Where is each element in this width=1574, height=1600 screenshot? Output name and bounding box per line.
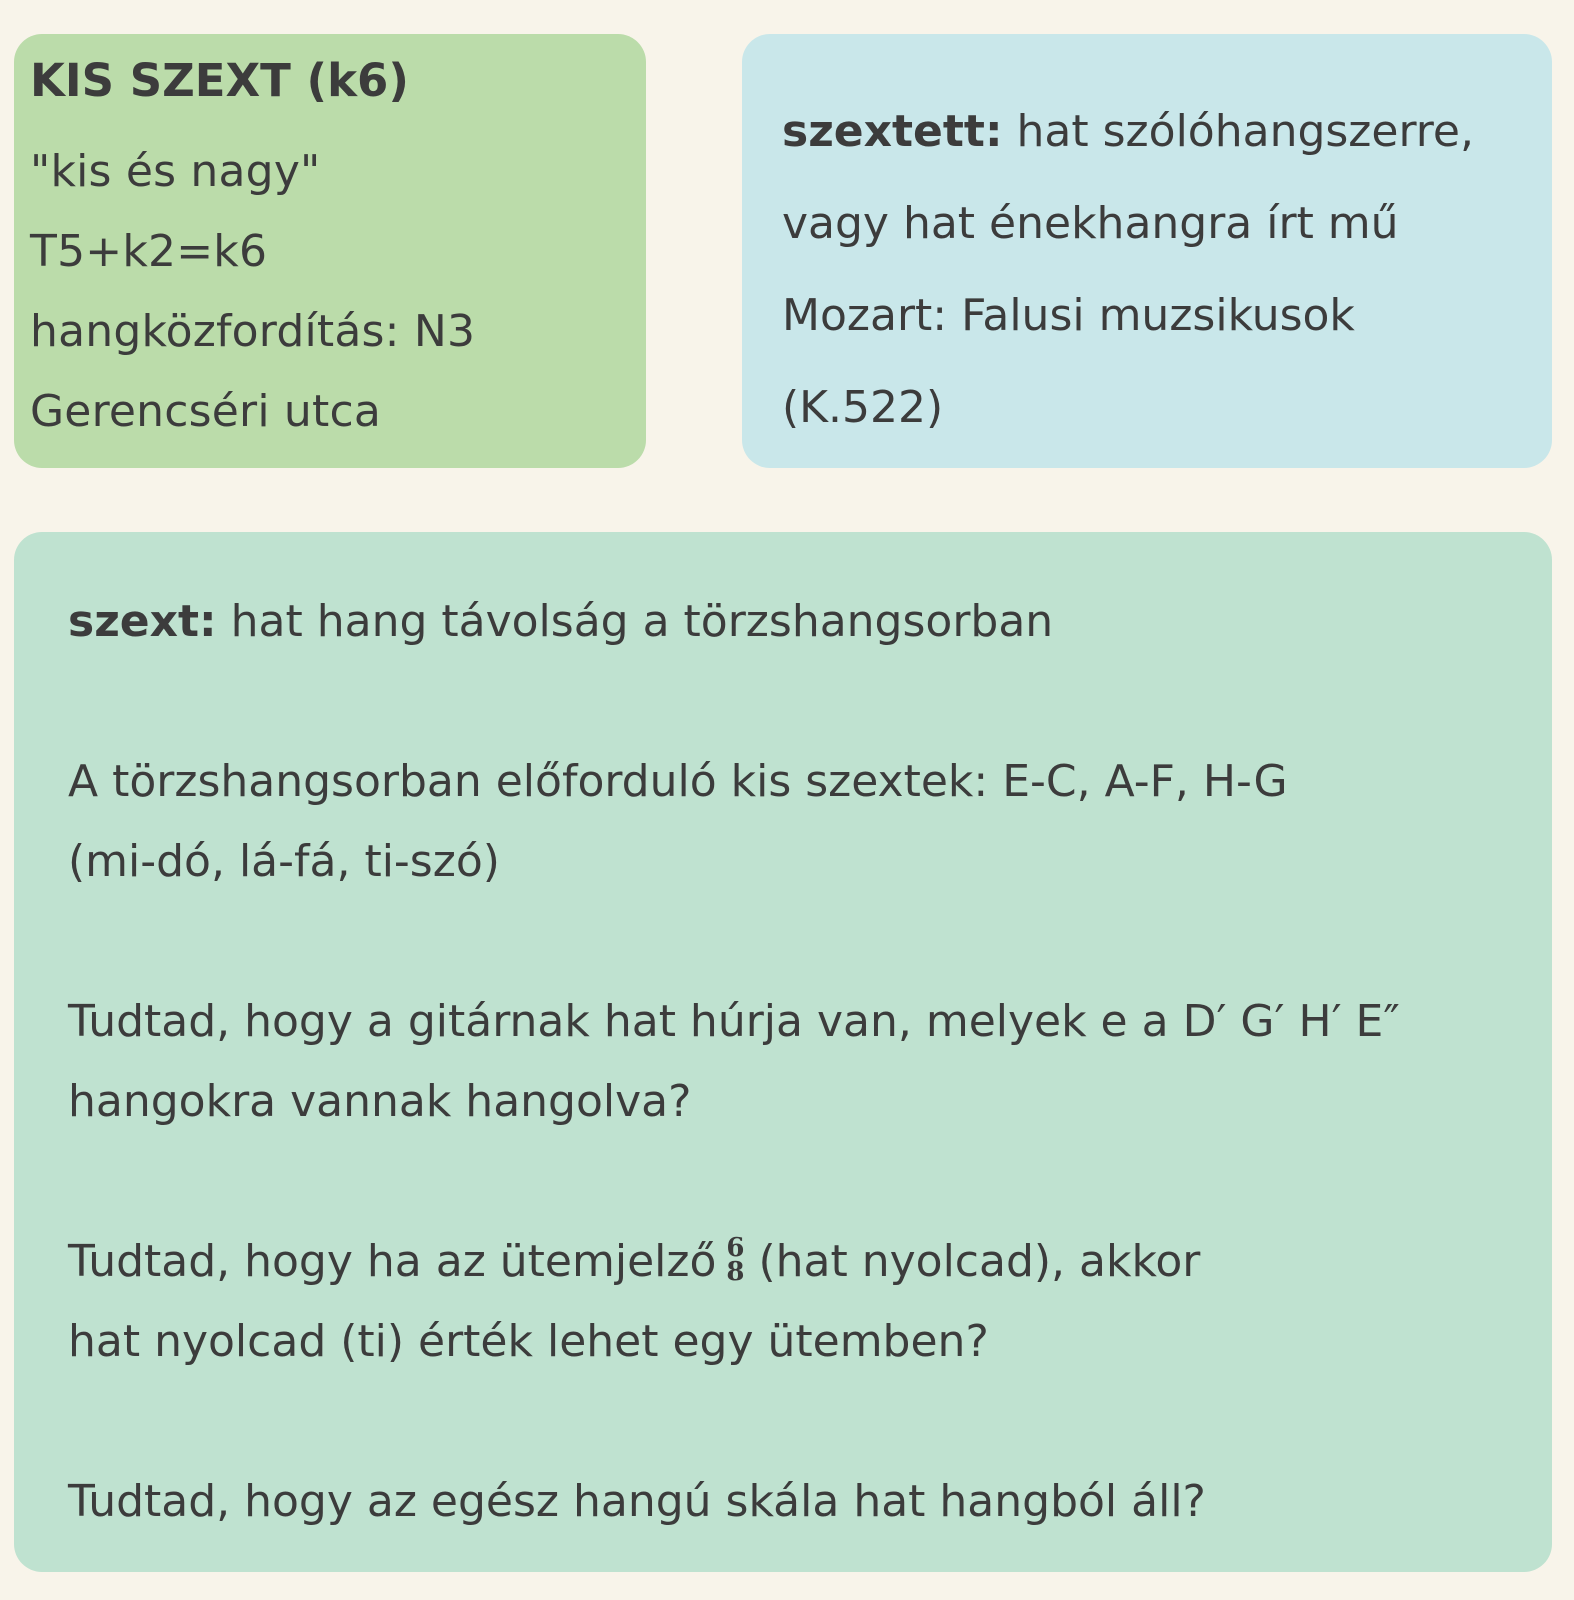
sextet-example: Mozart: Falusi muzsikusok <box>782 290 1355 341</box>
time-signature-denominator: 8 <box>726 1257 745 1287</box>
sextet-definition-text: hat szólóhangszerre, <box>1002 106 1474 157</box>
sixth-definition-text: hat hang távolság a törzshangsorban <box>216 596 1054 647</box>
guitar-fact-line1: Tudtad, hogy a gitárnak hat húrja van, melyek e a D′ G′ H′ E″ <box>68 996 1400 1047</box>
sixth-term: szext: <box>68 596 217 647</box>
interval-info-card <box>14 34 646 468</box>
sixth-facts-card <box>14 532 1552 1572</box>
minor-sixths-list: A törzshangsorban előforduló kis szextek: E-C, A-F, H-G <box>68 756 1288 807</box>
time-signature-fact-after: (hat nyolcad), akkor <box>758 1236 1201 1287</box>
sextet-definition-line2: vagy hat énekhangra írt mű <box>782 198 1399 249</box>
interval-formula: T5+k2=k6 <box>30 226 268 277</box>
time-signature-numerator: 6 <box>726 1233 745 1263</box>
time-signature-icon <box>726 1233 745 1287</box>
interval-nickname: "kis és nagy" <box>30 146 321 197</box>
time-signature-fact-line2: hat nyolcad (ti) érték lehet egy ütemben? <box>68 1316 989 1367</box>
interval-inversion: hangközfordítás: N3 <box>30 306 476 357</box>
sextet-definition-line1 <box>782 86 1552 178</box>
minor-sixths-solfege: (mi-dó, lá-fá, ti-szó) <box>68 836 500 887</box>
time-signature-fact-line1 <box>68 1222 1552 1302</box>
whole-tone-scale-fact: Tudtad, hogy az egész hangú skála hat hangból áll? <box>68 1476 1206 1527</box>
guitar-fact-line2: hangokra vannak hangolva? <box>68 1076 692 1127</box>
sixth-definition <box>68 582 1552 662</box>
sextet-definition-card <box>742 34 1552 468</box>
sextet-term: szextett: <box>782 106 1003 157</box>
sextet-example-catalog: (K.522) <box>782 382 944 433</box>
interval-mnemonic: Gerencséri utca <box>30 386 382 437</box>
interval-title: KIS SZEXT (k6) <box>30 54 409 107</box>
time-signature-fact-before: Tudtad, hogy ha az ütemjelző <box>68 1236 717 1287</box>
